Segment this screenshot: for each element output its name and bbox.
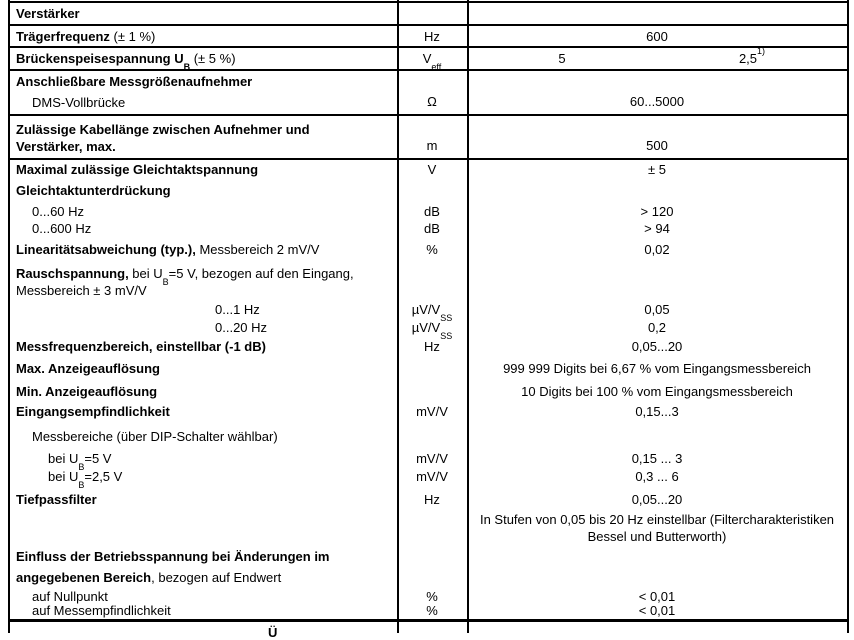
unit-text: Hz	[424, 28, 440, 44]
footnote-marker: 1)	[757, 45, 766, 56]
label-cell	[10, 26, 397, 46]
unit-linearitaet: %	[426, 242, 438, 257]
value-left-cell	[467, 48, 657, 69]
unit-tiefpassfilter: Hz	[424, 492, 440, 507]
unit-cell	[397, 26, 467, 46]
label-cell	[10, 116, 397, 158]
label-0-60hz: 0...60 Hz	[32, 204, 85, 219]
row-label-subscript: B	[183, 61, 191, 72]
value-text: 500	[646, 138, 668, 153]
label-rauschspannung-line2: Messbereich ± 3 mV/V	[16, 283, 147, 298]
table-row-traegerfrequenz	[10, 26, 847, 48]
unit-0-60hz: dB	[424, 204, 440, 219]
row-label: Anschließbare Messgrößenaufnehmer	[16, 74, 253, 89]
unit-cell	[397, 71, 467, 114]
label-0-600hz: 0...600 Hz	[32, 221, 92, 236]
label-eingangsempfindlichkeit: Eingangsempfindlichkeit	[16, 404, 170, 419]
label-messbereiche: Messbereiche (über DIP-Schalter wählbar)	[32, 429, 278, 444]
value-messempfindlichkeit: < 0,01	[638, 603, 676, 618]
value-cell	[467, 3, 847, 24]
value-max-anzeigeaufloesung: 999 999 Digits bei 6,67 % vom Eingangsmessbereich	[503, 361, 811, 376]
value-ub25: 0,3 ... 6	[635, 469, 679, 484]
label-ub5: bei $U_B=5$ V	[48, 451, 112, 472]
unit-text: Ω	[427, 94, 437, 109]
unit-ub25: mV/V	[416, 469, 448, 484]
table-row-kabellaenge	[10, 116, 847, 160]
unit-messfrequenzbereich: Hz	[424, 339, 440, 354]
column-divider-values	[467, 0, 469, 633]
value-cell	[467, 26, 847, 46]
unit-0-600hz: dB	[424, 221, 440, 236]
value-0-600hz: > 94	[644, 221, 670, 236]
unit-text: m	[426, 138, 438, 153]
value-messfrequenzbereich: 0,05...20	[631, 339, 683, 354]
label-linearitaet: Linearitätsabweichung (typ.), Messbereich 2 mV/V	[16, 242, 320, 257]
value-cell	[467, 45, 847, 69]
label-0-20hz: 0...20 Hz	[215, 320, 268, 335]
value-text: 5	[558, 51, 566, 66]
value-tiefpassfilter-note1: In Stufen von 0,05 bis 20 Hz einstellbar (Filtercharakteristiken	[479, 512, 835, 527]
unit-0-1hz: $\mu V/V_{SS}$	[411, 302, 453, 323]
label-max-anzeigeaufloesung: Max. Anzeigeauflösung	[16, 361, 160, 376]
value-text: 2,5	[738, 51, 758, 66]
unit-eingangsempfindlichkeit: mV/V	[416, 404, 448, 419]
label-min-anzeigeaufloesung: Min. Anzeigeauflösung	[16, 384, 158, 399]
value-right-cell	[657, 45, 847, 69]
label-gleichtaktunterdrueckung: Gleichtaktunterdrückung	[16, 183, 171, 198]
spec-body	[10, 160, 847, 622]
cutoff-text: Ü	[268, 625, 278, 640]
value-0-20hz: 0,2	[647, 320, 667, 335]
row-label-note: (± 5 %)	[190, 51, 236, 66]
table-row-aufnehmer	[10, 71, 847, 116]
section-title: Verstärker	[16, 6, 80, 21]
label-0-1hz: 0...1 Hz	[215, 302, 260, 317]
unit-cell	[397, 116, 467, 158]
value-eingangsempfindlichkeit: 0,15...3	[635, 404, 679, 419]
value-tiefpassfilter: 0,05...20	[631, 492, 683, 507]
label-messempfindlichkeit: auf Messempfindlichkeit	[32, 603, 171, 618]
unit-subscript: eff	[431, 61, 442, 72]
unit-cell	[397, 3, 467, 24]
value-cell	[467, 116, 847, 158]
value-gleichtaktspannung: ± 5	[648, 162, 666, 177]
unit-text: V	[422, 51, 432, 66]
label-tiefpassfilter: Tiefpassfilter	[16, 492, 97, 507]
value-text: 600	[646, 28, 668, 44]
spec-table	[8, 0, 849, 640]
value-min-anzeigeaufloesung: 10 Digits bei 100 % vom Eingangsmessbereich	[521, 384, 793, 399]
row-label-note: (± 1 %)	[109, 28, 156, 44]
label-nullpunkt: auf Nullpunkt	[32, 589, 108, 604]
label-cell	[10, 48, 397, 72]
value-text: 60...5000	[629, 94, 685, 109]
label-ub25: bei $U_B=2,5$ V	[48, 469, 123, 490]
value-tiefpassfilter-note2: Bessel und Butterworth)	[587, 529, 727, 544]
label-einfluss-line1: Einfluss der Betriebsspannung bei Änderungen im	[16, 549, 330, 564]
table-row-verstaerker	[10, 3, 847, 26]
label-gleichtaktspannung: Maximal zulässige Gleichtaktspannung	[16, 162, 259, 177]
value-0-60hz: > 120	[640, 204, 674, 219]
value-nullpunkt: < 0,01	[638, 589, 676, 604]
row-sublabel: DMS-Vollbrücke	[32, 95, 126, 110]
table-row-brueckenspeisespannung	[10, 45, 847, 72]
unit-0-20hz: $\mu V/V_{SS}$	[411, 320, 453, 341]
label-einfluss-line2: angegebenen Bereich, bezogen auf Endwert	[16, 570, 282, 585]
section-title-cell	[10, 3, 397, 24]
unit-ub5: mV/V	[416, 451, 448, 466]
value-cell	[467, 71, 847, 114]
row-label: Brückenspeisespannung U	[16, 51, 184, 66]
unit-gleichtaktspannung: V	[427, 162, 437, 177]
row-label: Zulässige Kabellänge zwischen Aufnehmer und	[16, 122, 310, 137]
column-divider-units	[397, 0, 399, 633]
unit-cell	[397, 48, 467, 72]
value-ub5: 0,15 ... 3	[631, 451, 683, 466]
unit-nullpunkt: %	[426, 589, 438, 604]
unit-messempfindlichkeit: %	[426, 603, 438, 618]
table-row-cutoff-bottom	[10, 622, 847, 640]
label-rauschspannung: Rauschspannung, bei $U_B=5$ V, bezogen auf den Eingang,	[16, 266, 354, 287]
value-linearitaet: 0,02	[644, 242, 670, 257]
label-cell	[10, 71, 397, 114]
value-0-1hz: 0,05	[644, 302, 670, 317]
row-label-line2: Verstärker, max.	[16, 139, 116, 154]
label-messfrequenzbereich: Messfrequenzbereich, einstellbar (-1 dB)	[16, 339, 266, 354]
row-label: Trägerfrequenz	[16, 28, 110, 44]
